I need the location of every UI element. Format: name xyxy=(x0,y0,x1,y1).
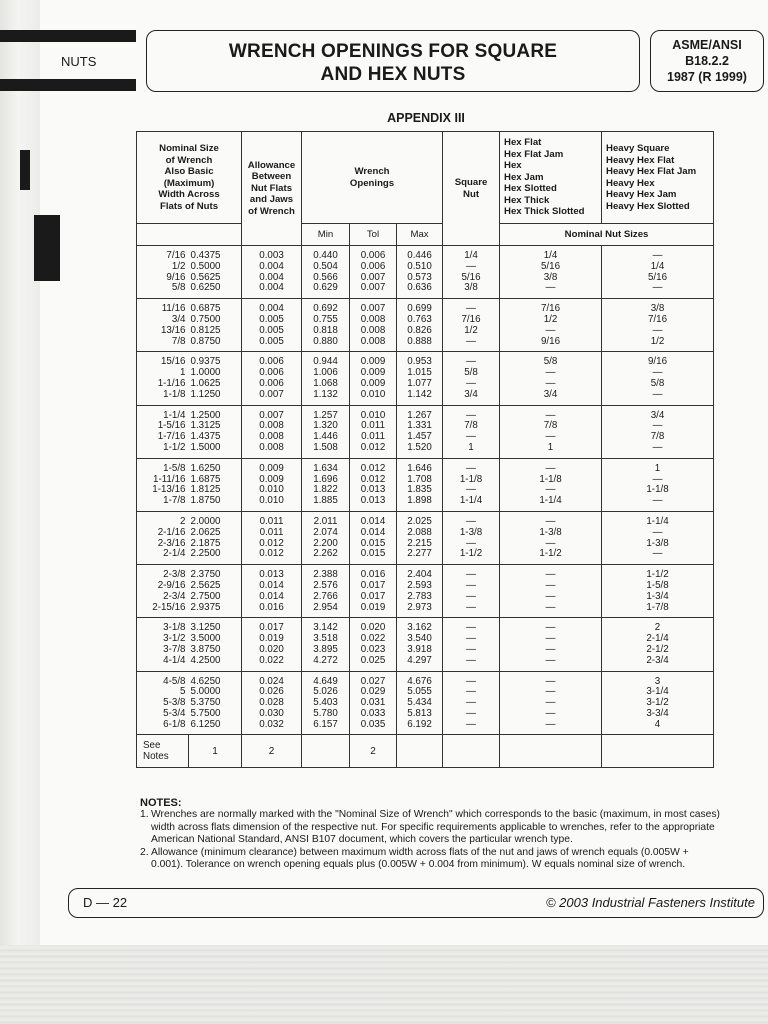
cell-max: 4.676 5.055 5.434 5.813 6.192 xyxy=(397,671,443,735)
see-notes-min xyxy=(302,735,350,768)
cell-heavy-size: 1 — 1-1/8 — xyxy=(602,458,714,511)
cell-nominal-fraction: 1-1/4 1-5/16 1-7/16 1-1/2 xyxy=(137,405,189,458)
cell-heavy-size: 3 3-1/4 3-1/2 3-3/4 4 xyxy=(602,671,714,735)
wrench-openings-table xyxy=(136,131,714,768)
cell-min: 2.388 2.576 2.766 2.954 xyxy=(302,565,350,618)
cell-max: 2.025 2.088 2.215 2.277 xyxy=(397,511,443,564)
cell-allowance: 0.007 0.008 0.008 0.008 xyxy=(242,405,302,458)
copyright: © 2003 Industrial Fasteners Institute xyxy=(545,895,755,910)
cell-max: 0.953 1.015 1.077 1.142 xyxy=(397,352,443,405)
cell-nominal-fraction: 2-3/8 2-9/16 2-3/4 2-15/16 xyxy=(137,565,189,618)
cell-nominal-fraction: 2 2-1/16 2-3/16 2-1/4 xyxy=(137,511,189,564)
cell-heavy-size: 3/8 7/16 — 1/2 xyxy=(602,299,714,352)
cell-min: 2.011 2.074 2.200 2.262 xyxy=(302,511,350,564)
cell-heavy-size: — 1/4 5/16 — xyxy=(602,246,714,299)
appendix-heading: APPENDIX III xyxy=(387,111,465,125)
cell-tol: 0.006 0.006 0.007 0.007 xyxy=(350,246,397,299)
header-min: Min xyxy=(302,224,350,246)
cell-allowance: 0.011 0.011 0.012 0.012 xyxy=(242,511,302,564)
note-text: Allowance (minimum clearance) between maximum width across flats of the nut and jaws of wrench equals (0.005W + 0.001). Tolerance on wrench opening equals plus (0.005W + 0.004 from minimum). W equals nominal size of wrench. xyxy=(151,846,689,871)
cell-tol: 0.020 0.022 0.023 0.025 xyxy=(350,618,397,671)
table-row xyxy=(137,618,714,671)
see-notes-heavy xyxy=(602,735,714,768)
cell-nominal-decimal: 3.1250 3.5000 3.8750 4.2500 xyxy=(189,618,242,671)
cell-nominal-fraction: 11/16 3/4 13/16 7/8 xyxy=(137,299,189,352)
header-square-nut: Square Nut xyxy=(443,132,500,246)
cell-min: 1.257 1.320 1.446 1.508 xyxy=(302,405,350,458)
binding-mark xyxy=(20,150,30,190)
cell-allowance: 0.017 0.019 0.020 0.022 xyxy=(242,618,302,671)
cell-hex-size: 5/8 — — 3/4 xyxy=(500,352,602,405)
note-item xyxy=(140,809,722,846)
see-notes-row xyxy=(137,735,714,768)
cell-tol: 0.009 0.009 0.009 0.010 xyxy=(350,352,397,405)
standard-org: ASME/ANSI xyxy=(672,38,742,52)
cell-nominal-fraction: 15/16 1 1-1/16 1-1/8 xyxy=(137,352,189,405)
cell-square-nut: 1/4 — 5/16 3/8 xyxy=(443,246,500,299)
see-notes-square xyxy=(443,735,500,768)
cell-tol: 0.014 0.014 0.015 0.015 xyxy=(350,511,397,564)
section-label: NUTS xyxy=(61,54,97,69)
cell-nominal-fraction: 4-5/8 5 5-3/8 5-3/4 6-1/8 xyxy=(137,671,189,735)
cell-max: 0.699 0.763 0.826 0.888 xyxy=(397,299,443,352)
cell-hex-size: 7/16 1/2 — 9/16 xyxy=(500,299,602,352)
cell-allowance: 0.004 0.005 0.005 0.005 xyxy=(242,299,302,352)
page-number: D — 22 xyxy=(83,895,128,910)
see-notes-label: See Notes xyxy=(137,735,189,768)
cell-heavy-size: 9/16 — 5/8 — xyxy=(602,352,714,405)
cell-max: 2.404 2.593 2.783 2.973 xyxy=(397,565,443,618)
cell-nominal-decimal: 0.4375 0.5000 0.5625 0.6250 xyxy=(189,246,242,299)
header-allowance: Allowance Between Nut Flats and Jaws of Wrench xyxy=(242,132,302,246)
cell-tol: 0.027 0.029 0.031 0.033 0.035 xyxy=(350,671,397,735)
section-tab-bar xyxy=(0,30,136,42)
cell-min: 0.944 1.006 1.068 1.132 xyxy=(302,352,350,405)
table-row xyxy=(137,511,714,564)
table-row xyxy=(137,565,714,618)
cell-heavy-size: 1-1/4 — 1-3/8 — xyxy=(602,511,714,564)
page-title xyxy=(146,30,640,92)
header-max: Max xyxy=(397,224,443,246)
standard-box xyxy=(650,30,764,92)
header-nominal-size: Nominal Size of Wrench Also Basic (Maximum) Width Across Flats of Nuts xyxy=(137,132,242,224)
cell-square-nut: — 1-3/8 — 1-1/2 xyxy=(443,511,500,564)
cell-nominal-fraction: 7/16 1/2 9/16 5/8 xyxy=(137,246,189,299)
cell-square-nut: — 7/8 — 1 xyxy=(443,405,500,458)
binding-mark xyxy=(34,215,60,281)
cell-max: 0.446 0.510 0.573 0.636 xyxy=(397,246,443,299)
cell-nominal-fraction: 3-1/8 3-1/2 3-7/8 4-1/4 xyxy=(137,618,189,671)
cell-square-nut: — — — — — xyxy=(443,671,500,735)
cell-allowance: 0.003 0.004 0.004 0.004 xyxy=(242,246,302,299)
cell-max: 1.267 1.331 1.457 1.520 xyxy=(397,405,443,458)
cell-tol: 0.010 0.011 0.011 0.012 xyxy=(350,405,397,458)
cell-hex-size: — 1-1/8 — 1-1/4 xyxy=(500,458,602,511)
cell-square-nut: — 1-1/8 — 1-1/4 xyxy=(443,458,500,511)
cell-allowance: 0.006 0.006 0.006 0.007 xyxy=(242,352,302,405)
cell-nominal-decimal: 1.6250 1.6875 1.8125 1.8750 xyxy=(189,458,242,511)
header-nominal-size-blank xyxy=(137,224,242,246)
cell-max: 1.646 1.708 1.835 1.898 xyxy=(397,458,443,511)
cell-tol: 0.012 0.012 0.013 0.013 xyxy=(350,458,397,511)
table-row xyxy=(137,671,714,735)
header-hex-types: Hex Flat Hex Flat Jam Hex Hex Jam Hex Slotted Hex Thick Hex Thick Slotted xyxy=(500,132,602,224)
cell-max: 3.162 3.540 3.918 4.297 xyxy=(397,618,443,671)
header-nominal-nut-sizes: Nominal Nut Sizes xyxy=(500,224,714,246)
header-wrench-openings: Wrench Openings xyxy=(302,132,443,224)
cell-min: 1.634 1.696 1.822 1.885 xyxy=(302,458,350,511)
cell-allowance: 0.024 0.026 0.028 0.030 0.032 xyxy=(242,671,302,735)
cell-square-nut: — — — — xyxy=(443,618,500,671)
cell-square-nut: — 7/16 1/2 — xyxy=(443,299,500,352)
title-line-2: AND HEX NUTS xyxy=(320,64,466,85)
cell-allowance: 0.009 0.009 0.010 0.010 xyxy=(242,458,302,511)
cell-nominal-decimal: 0.6875 0.7500 0.8125 0.8750 xyxy=(189,299,242,352)
cell-tol: 0.007 0.008 0.008 0.008 xyxy=(350,299,397,352)
note-item xyxy=(140,847,722,872)
title-line-1: WRENCH OPENINGS FOR SQUARE xyxy=(228,41,558,62)
see-notes-allowance: 2 xyxy=(242,735,302,768)
see-notes-max xyxy=(397,735,443,768)
cell-heavy-size: 2 2-1/4 2-1/2 2-3/4 xyxy=(602,618,714,671)
table-row xyxy=(137,458,714,511)
cell-heavy-size: 3/4 — 7/8 — xyxy=(602,405,714,458)
table-row xyxy=(137,405,714,458)
see-notes-hex xyxy=(500,735,602,768)
standard-year: 1987 (R 1999) xyxy=(667,70,747,84)
cell-min: 3.142 3.518 3.895 4.272 xyxy=(302,618,350,671)
note-number: 1. xyxy=(140,809,149,821)
cell-min: 0.692 0.755 0.818 0.880 xyxy=(302,299,350,352)
cell-nominal-decimal: 1.2500 1.3125 1.4375 1.5000 xyxy=(189,405,242,458)
cell-min: 4.649 5.026 5.403 5.780 6.157 xyxy=(302,671,350,735)
see-notes-nominal: 1 xyxy=(189,735,242,768)
note-number: 2. xyxy=(140,846,149,858)
standard-number: B18.2.2 xyxy=(685,54,729,68)
page-footer xyxy=(68,888,764,918)
cell-hex-size: — — — — xyxy=(500,565,602,618)
header-tol: Tol xyxy=(350,224,397,246)
cell-hex-size: — 7/8 — 1 xyxy=(500,405,602,458)
table-row xyxy=(137,299,714,352)
cell-hex-size: 1/4 5/16 3/8 — xyxy=(500,246,602,299)
notes-heading: NOTES: xyxy=(140,797,182,809)
cell-hex-size: — 1-3/8 — 1-1/2 xyxy=(500,511,602,564)
table-row xyxy=(137,352,714,405)
section-tab-bar xyxy=(0,79,136,91)
cell-allowance: 0.013 0.014 0.014 0.016 xyxy=(242,565,302,618)
cell-heavy-size: 1-1/2 1-5/8 1-3/4 1-7/8 xyxy=(602,565,714,618)
cell-nominal-decimal: 0.9375 1.0000 1.0625 1.1250 xyxy=(189,352,242,405)
page-bottom-shadow xyxy=(0,945,768,1024)
table-row xyxy=(137,246,714,299)
cell-tol: 0.016 0.017 0.017 0.019 xyxy=(350,565,397,618)
cell-nominal-decimal: 2.3750 2.5625 2.7500 2.9375 xyxy=(189,565,242,618)
cell-nominal-decimal: 4.6250 5.0000 5.3750 5.7500 6.1250 xyxy=(189,671,242,735)
cell-square-nut: — — — — xyxy=(443,565,500,618)
note-text: Wrenches are normally marked with the "Nominal Size of Wrench" which corresponds to the basic (maximum, in most cases) width across flats dimension of the respective nut. For specific requirements applicable to wrenches, refer to the appropriate American National Standard, ANSI B107 document, which covers the particular wrench type. xyxy=(151,809,720,846)
cell-nominal-fraction: 1-5/8 1-11/16 1-13/16 1-7/8 xyxy=(137,458,189,511)
cell-square-nut: — 5/8 — 3/4 xyxy=(443,352,500,405)
see-notes-tol: 2 xyxy=(350,735,397,768)
cell-hex-size: — — — — — xyxy=(500,671,602,735)
header-heavy-types: Heavy Square Heavy Hex Flat Heavy Hex Flat Jam Heavy Hex Heavy Hex Jam Heavy Hex Slotted xyxy=(602,132,714,224)
cell-nominal-decimal: 2.0000 2.0625 2.1875 2.2500 xyxy=(189,511,242,564)
notes-section xyxy=(140,797,722,871)
cell-min: 0.440 0.504 0.566 0.629 xyxy=(302,246,350,299)
cell-hex-size: — — — — xyxy=(500,618,602,671)
